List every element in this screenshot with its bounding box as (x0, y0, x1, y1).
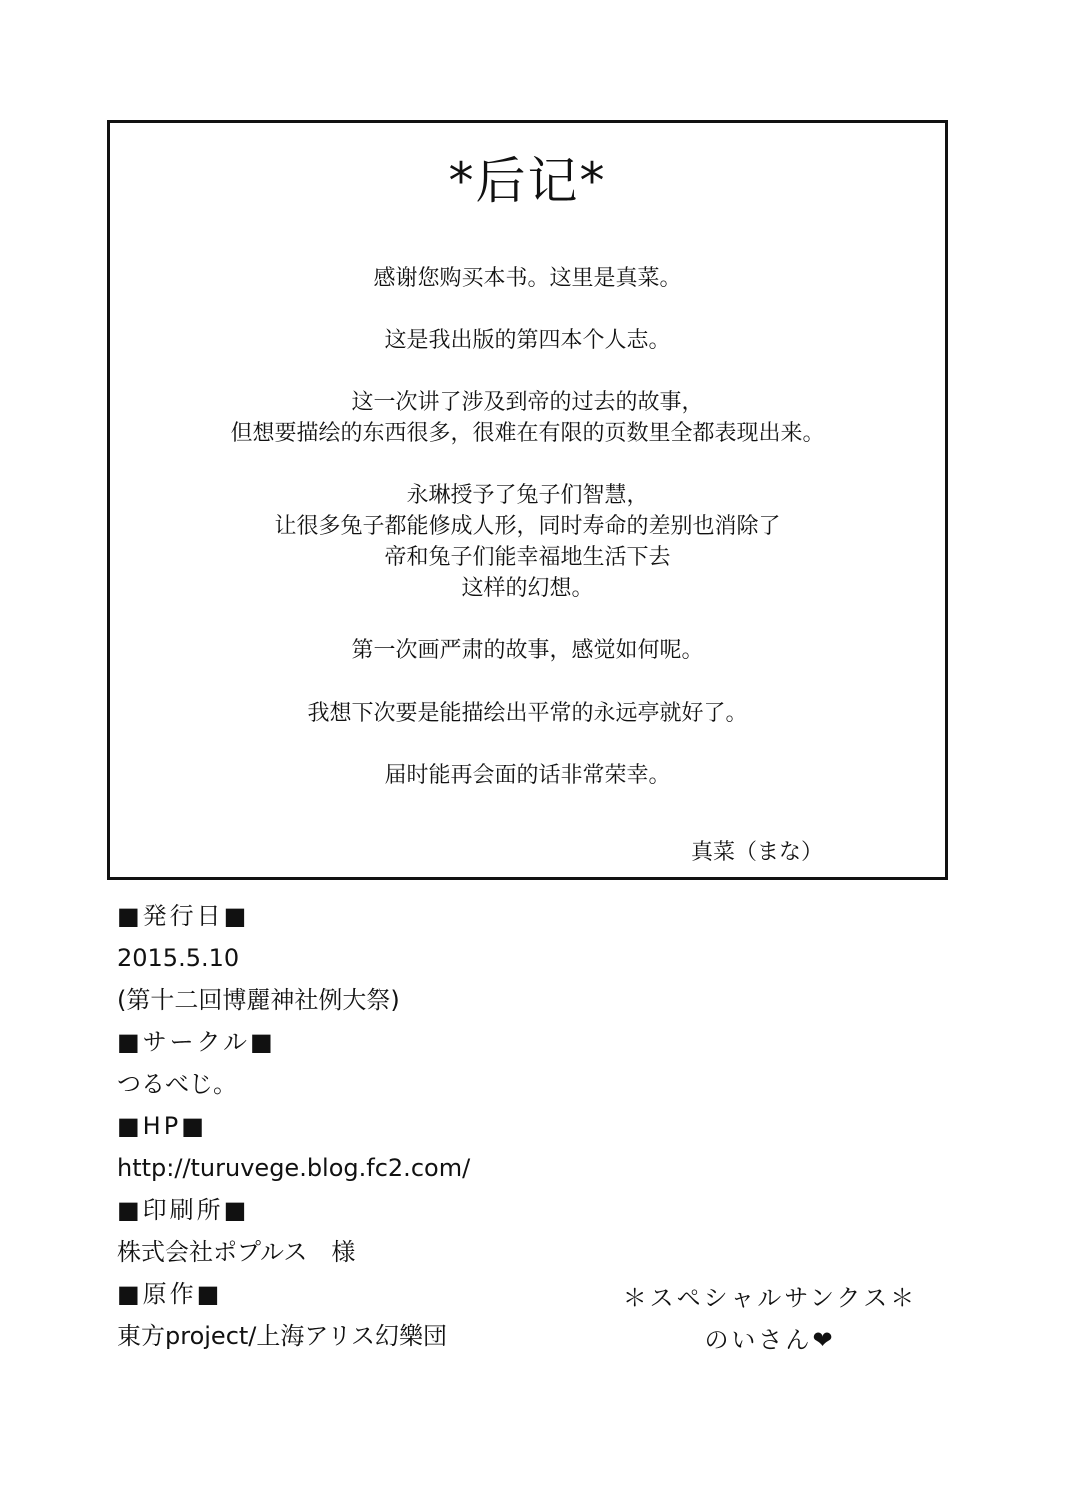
special-thanks-name-line (595, 1319, 945, 1361)
afterword-title: *后记* (448, 152, 607, 210)
circle-heading: ■サークル■ (117, 1028, 276, 1056)
special-thanks-name: のいさん (704, 1326, 813, 1354)
original-work: 東方project/上海アリス幻樂団 (117, 1322, 447, 1350)
afterword-line: 但想要描绘的东西很多，很难在有限的页数里全都表现出来。 (230, 421, 825, 446)
circle-name: つるべじ。 (117, 1070, 237, 1098)
afterword-line: 感谢您购买本书。这里是真菜。 (373, 266, 682, 291)
afterword-line: 帝和兔子们能幸福地生活下去 (384, 545, 671, 570)
original-work-heading: ■原作■ (117, 1280, 223, 1308)
special-thanks-heading: ＊スペシャルサンクス＊ (622, 1284, 918, 1312)
release-date-heading: ■発行日■ (117, 902, 250, 930)
afterword-paragraph-3 (110, 387, 945, 449)
printer-name: 株式会社ポプルス 様 (117, 1238, 356, 1266)
special-thanks (595, 1277, 945, 1361)
afterword-line: 永琳授予了兔子们智慧， (406, 483, 649, 508)
afterword-paragraph-1 (110, 263, 945, 294)
printer-heading: ■印刷所■ (117, 1196, 250, 1224)
homepage-heading: ■HP■ (117, 1112, 207, 1140)
author-signature: 真菜（まな） (690, 840, 823, 865)
afterword-paragraph-5 (110, 635, 945, 666)
release-date: 2015.5.10 (117, 944, 240, 972)
afterword-line: 第一次画严肃的故事，感觉如何呢。 (351, 638, 704, 663)
homepage-url: http://turuvege.blog.fc2.com/ (117, 1154, 471, 1182)
afterword-box (107, 120, 948, 880)
afterword-paragraph-6 (110, 698, 945, 729)
colophon (117, 895, 470, 1357)
afterword-paragraph-4 (110, 480, 945, 604)
afterword-line: 让很多兔子都能修成人形，同时寿命的差别也消除了 (274, 514, 781, 539)
afterword-line: 这一次讲了涉及到帝的过去的故事， (351, 390, 704, 415)
afterword-line: 这样的幻想。 (461, 576, 594, 601)
afterword-paragraph-7 (110, 760, 945, 791)
afterword-line: 这是我出版的第四本个人志。 (384, 328, 671, 353)
afterword-paragraph-2 (110, 325, 945, 356)
afterword-line: 届时能再会面的话非常荣幸。 (384, 763, 671, 788)
release-event: (第十二回博麗神社例大祭) (117, 986, 400, 1014)
afterword-line: 我想下次要是能描绘出平常的永远亭就好了。 (307, 701, 748, 726)
heart-icon: ❤ (812, 1326, 836, 1354)
